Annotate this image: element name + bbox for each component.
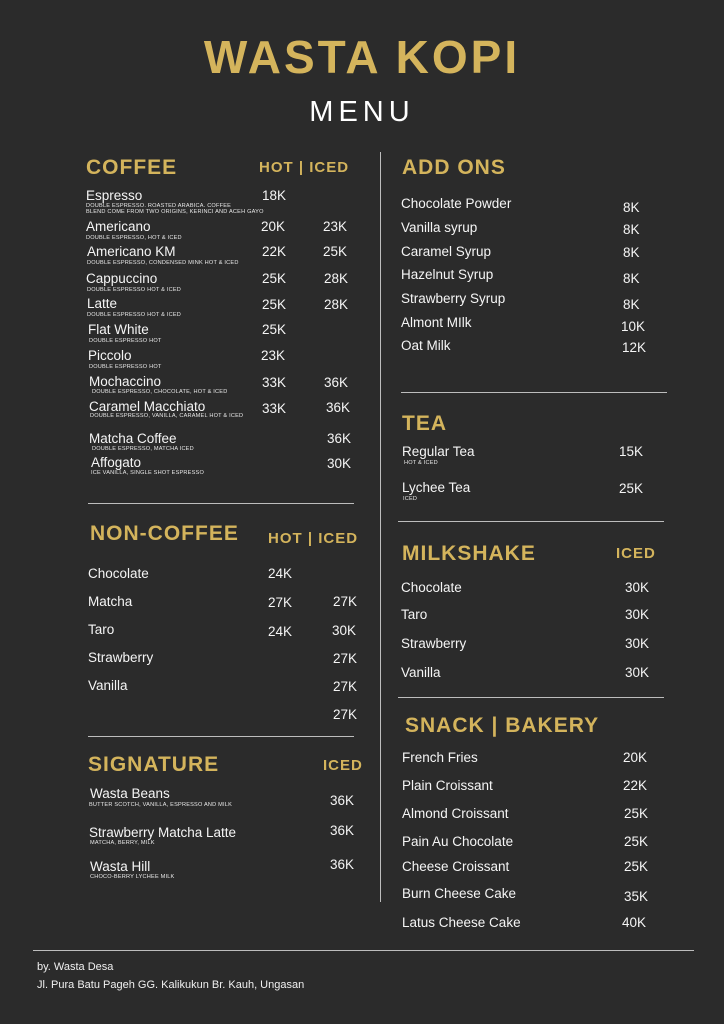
milkshake-item-name: Vanilla xyxy=(401,665,441,680)
signature-item-desc: CHOCO-BERRY LYCHEE MILK xyxy=(90,874,175,880)
coffee-item-desc: DOUBLE ESPRESSO, MATCHA ICED xyxy=(92,446,194,452)
snack-item-name: Burn Cheese Cake xyxy=(402,886,517,901)
coffee-hot-price: 25K xyxy=(262,271,287,286)
section-divider xyxy=(398,521,664,522)
signature-item-name: Wasta Beans xyxy=(90,786,170,801)
coffee-item-desc: ICE VANILLA, SINGLE SHOT ESPRESSO xyxy=(91,470,205,476)
coffee-iced-price: 36K xyxy=(326,400,351,415)
add-on-price: 8K xyxy=(623,200,640,215)
coffee-item-name: Affogato xyxy=(91,455,142,470)
coffee-item-name: Espresso xyxy=(86,188,143,203)
non-coffee-hot-price: 27K xyxy=(268,595,293,610)
non-coffee-section-title: NON-COFFEE xyxy=(90,522,239,545)
coffee-item-desc: DOUBLE ESPRESSO HOT & ICED xyxy=(87,312,181,318)
coffee-item-name: Piccolo xyxy=(88,348,132,363)
column-divider xyxy=(380,152,381,902)
coffee-iced-price: 28K xyxy=(324,271,349,286)
coffee-item-name: Caramel Macchiato xyxy=(89,399,206,414)
coffee-hot-price: 23K xyxy=(261,348,286,363)
milkshake-column-header: ICED xyxy=(616,545,656,562)
milkshake-item-name: Taro xyxy=(401,607,428,622)
milkshake-item-name: Strawberry xyxy=(401,636,467,651)
signature-iced-price: 36K xyxy=(330,857,355,872)
coffee-item-desc: DOUBLE ESPRESSO, CHOCOLATE, HOT & ICED xyxy=(92,389,228,395)
snack-price: 25K xyxy=(624,806,649,821)
signature-iced-price: 36K xyxy=(330,793,355,808)
snack-item-name: French Fries xyxy=(402,750,478,765)
coffee-hot-price: 18K xyxy=(262,188,287,203)
non-coffee-item-name: Vanilla xyxy=(88,678,128,693)
add-on-price: 8K xyxy=(623,271,640,286)
milkshake-price: 30K xyxy=(625,665,650,680)
snack-price: 22K xyxy=(623,778,648,793)
snack-item-name: Cheese Croissant xyxy=(402,859,510,874)
snack-price: 25K xyxy=(624,834,649,849)
coffee-item-name: Flat White xyxy=(88,322,149,337)
signature-item-name: Wasta Hill xyxy=(90,859,151,874)
tea-item-name: Lychee Tea xyxy=(402,480,471,495)
non-coffee-item-name: Strawberry xyxy=(88,650,154,665)
section-divider xyxy=(88,736,354,737)
add-on-item-name: Vanilla syrup xyxy=(401,220,478,235)
milkshake-price: 30K xyxy=(625,607,650,622)
add-ons-section-title: ADD ONS xyxy=(402,156,506,179)
milkshake-section-title: MILKSHAKE xyxy=(402,542,536,565)
coffee-item-name: Mochaccino xyxy=(89,374,162,389)
coffee-hot-price: 20K xyxy=(261,219,286,234)
snack-price: 25K xyxy=(624,859,649,874)
signature-section-title: SIGNATURE xyxy=(88,753,220,776)
add-on-item-name: Strawberry Syrup xyxy=(401,291,506,306)
add-on-item-name: Oat Milk xyxy=(401,338,451,353)
coffee-item-desc: DOUBLE ESPRESSO HOT xyxy=(89,338,162,344)
footer-address: Jl. Pura Batu Pageh GG. Kalikukun Br. Kauh, Ungasan xyxy=(37,979,305,991)
snack-price: 35K xyxy=(624,889,649,904)
signature-iced-price: 36K xyxy=(330,823,355,838)
snack-bakery-section-title: SNACK | BAKERY xyxy=(405,714,600,737)
coffee-hot-price: 33K xyxy=(262,375,287,390)
coffee-iced-price: 30K xyxy=(327,456,352,471)
tea-item-name: Regular Tea xyxy=(402,444,475,459)
milkshake-item-name: Chocolate xyxy=(401,580,462,595)
coffee-item-name: Americano xyxy=(86,219,151,234)
coffee-item-desc: DOUBLE ESPRESSO, CONDENSED MINK HOT & ICED xyxy=(87,260,239,266)
coffee-hot-price: 25K xyxy=(262,322,287,337)
coffee-item-desc: DOUBLE ESPRESSO, VANILLA, CARAMEL HOT & ICED xyxy=(90,413,244,419)
coffee-item-desc: DOUBLE ESPRESSO HOT & ICED xyxy=(87,287,181,293)
non-coffee-column-header: HOT | ICED xyxy=(268,530,359,547)
section-divider xyxy=(88,503,354,504)
non-coffee-iced-price: 27K xyxy=(333,651,358,666)
snack-item-name: Almond Croissant xyxy=(402,806,509,821)
section-divider xyxy=(398,697,664,698)
snack-item-name: Pain Au Chocolate xyxy=(402,834,514,849)
non-coffee-hot-price: 24K xyxy=(268,624,293,639)
milkshake-price: 30K xyxy=(625,636,650,651)
signature-item-desc: BUTTER SCOTCH, VANILLA, ESPRESSO AND MILK xyxy=(89,802,232,808)
tea-price: 25K xyxy=(619,481,644,496)
coffee-iced-price: 28K xyxy=(324,297,349,312)
menu-brand-title: WASTA KOPI xyxy=(203,31,521,83)
coffee-iced-price: 36K xyxy=(324,375,349,390)
add-on-price: 8K xyxy=(623,245,640,260)
snack-item-name: Plain Croissant xyxy=(402,778,493,793)
non-coffee-hot-price: 24K xyxy=(268,566,293,581)
non-coffee-iced-price: 27K xyxy=(333,679,358,694)
signature-column-header: ICED xyxy=(323,757,363,774)
signature-item-desc: MATCHA, BERRY, MILK xyxy=(90,840,155,846)
tea-item-desc: ICED xyxy=(403,496,418,502)
snack-item-name: Latus Cheese Cake xyxy=(402,915,521,930)
add-on-item-name: Chocolate Powder xyxy=(401,196,512,211)
milkshake-price: 30K xyxy=(625,580,650,595)
snack-price: 40K xyxy=(622,915,647,930)
non-coffee-item-name: Chocolate xyxy=(88,566,149,581)
menu-subtitle: MENU xyxy=(309,96,415,128)
coffee-item-name: Latte xyxy=(87,296,118,311)
coffee-item-desc: BLEND COME FROM TWO ORIGINS, KERINCI AND ACEH GAYO xyxy=(86,209,264,215)
non-coffee-iced-price: 27K xyxy=(333,707,358,722)
add-on-item-name: Hazelnut Syrup xyxy=(401,267,494,282)
coffee-item-desc: DOUBLE ESPRESSO, HOT & ICED xyxy=(86,235,182,241)
add-on-price: 12K xyxy=(622,340,647,355)
snack-price: 20K xyxy=(623,750,648,765)
coffee-item-desc: DOUBLE ESPRESSO HOT xyxy=(89,364,162,370)
non-coffee-item-name: Matcha xyxy=(88,594,133,609)
coffee-hot-price: 25K xyxy=(262,297,287,312)
coffee-hot-price: 33K xyxy=(262,401,287,416)
coffee-column-header: HOT | ICED xyxy=(259,159,350,176)
coffee-iced-price: 23K xyxy=(323,219,348,234)
non-coffee-iced-price: 27K xyxy=(333,594,358,609)
section-divider xyxy=(401,392,667,393)
add-on-item-name: Almont MIlk xyxy=(401,315,472,330)
tea-price: 15K xyxy=(619,444,644,459)
non-coffee-iced-price: 30K xyxy=(332,623,357,638)
coffee-hot-price: 22K xyxy=(262,244,287,259)
coffee-item-name: Cappuccino xyxy=(86,271,158,286)
coffee-section-title: COFFEE xyxy=(86,156,178,179)
add-on-price: 10K xyxy=(621,319,646,334)
tea-item-desc: HOT & ICED xyxy=(404,460,438,466)
coffee-iced-price: 36K xyxy=(327,431,352,446)
coffee-item-name: Americano KM xyxy=(87,244,176,259)
footer-divider xyxy=(33,950,694,951)
coffee-item-desc: DOUBLE ESPRESSO. ROASTED ARABICA. COFFEE xyxy=(86,203,232,209)
add-on-price: 8K xyxy=(623,297,640,312)
add-on-price: 8K xyxy=(623,222,640,237)
footer-byline: by. Wasta Desa xyxy=(37,961,114,973)
tea-section-title: TEA xyxy=(402,412,447,435)
non-coffee-item-name: Taro xyxy=(88,622,115,637)
signature-item-name: Strawberry Matcha Latte xyxy=(89,825,237,840)
add-on-item-name: Caramel Syrup xyxy=(401,244,492,259)
coffee-item-name: Matcha Coffee xyxy=(89,431,177,446)
coffee-iced-price: 25K xyxy=(323,244,348,259)
